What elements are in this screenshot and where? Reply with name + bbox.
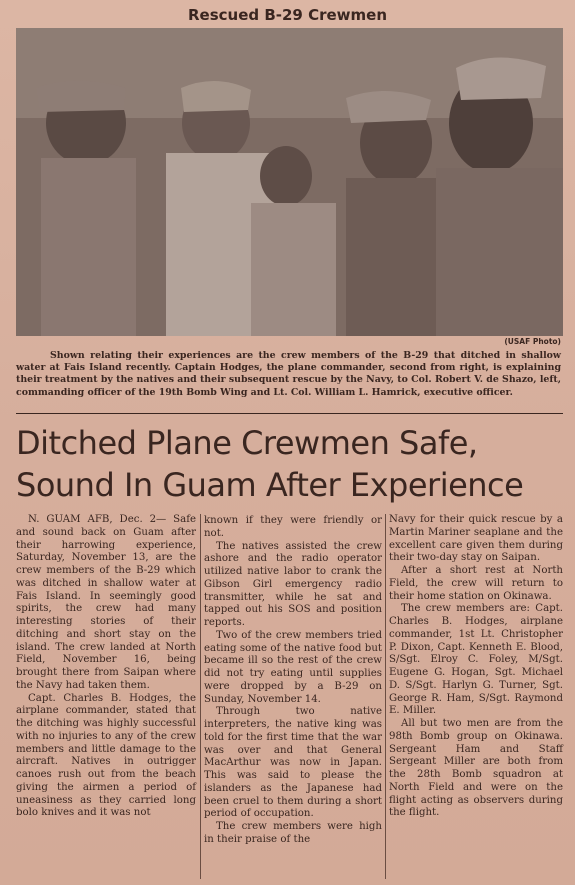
divider [16,413,563,414]
article-paragraph: After a short rest at North Field, the crew will return to their home station on Okinawa. [389,565,563,602]
article-paragraph: All but two men are from the 98th Bomb group on Okinawa. Sergeant Ham and Staff Sergeant Miller are both from the 28th Bomb squadron at North Field and were on the flight acting as observers during the flight. [389,718,563,819]
crew-photo [16,28,563,336]
article-column-3 [389,514,563,820]
article-paragraph: Two of the crew members tried eating some of the native food but became ill so the rest of the crew did not try eating until supplies were dropped by a B-29 on Sunday, November 14. [204,629,382,705]
headline-line-2: Sound In Guam After Experience [16,466,524,504]
article-paragraph: Capt. Charles B. Hodges, the airplane commander, stated that the ditching was highly successful with no injuries to any of the crew members and little damage to the aircraft. Natives in outrigger canoes rush out from the beach giving the airmen a period of uneasiness as they carried long bolo knives and it was not [16,692,196,819]
article-paragraph: The crew members were high in their praise of the [204,821,382,845]
article-column-2 [204,515,382,847]
photo-headline: Rescued B-29 Crewmen [187,6,388,24]
article-column-1 [16,514,196,820]
column-divider [200,514,201,879]
headline-line-1: Ditched Plane Crewmen Safe, [16,424,478,462]
article-paragraph: N. GUAM AFB, Dec. 2— Safe and sound back on Guam after their harrowing experience, Saturday, November 13, are the crew members of the B-29 which was ditched in shallow water at Fais Island. In seemingly good spirits, the crew had many interesting stories of their ditching and short stay on the island. The crew landed at North Field, November 16, being brought there from Saipan where the Navy had taken them. [16,514,196,691]
article-paragraph: Through two native interpreters, the native king was told for the first time that the war was over and that General MacArthur was now in Japan. This was said to please the islanders as the Japanese had been cruel to them during a short period of occupation. [204,706,382,820]
article-paragraph: known if they were friendly or not. [204,515,382,539]
article-paragraph: The natives assisted the crew ashore and the radio operator utilized native labor to crank the Gibson Girl emergency radio transmitter, while he sat and tapped out his SOS and position reports. [204,540,382,628]
column-divider [385,514,386,879]
crew-photo-image [16,28,563,336]
photo-caption: Shown relating their experiences are the crew members of the B-29 that ditched in shallow water at Fais Island recently. Captain Hodges, the plane commander, second from right, is explaining their treatment by the natives and their subsequent rescue by the Navy, to Col. Robert V. de Shazo, left, commanding officer of the 19th Bomb Wing and Lt. Col. William L. Hamrick, executive officer. [16,350,561,398]
article-paragraph: The crew members are: Capt. Charles B. Hodges, airplane commander, 1st Lt. Christopher P. Dixon, Capt. Kenneth E. Blood, S/Sgt. Elroy C. Foley, M/Sgt. Eugene G. Hogan, Sgt. Michael D. S/Sgt. Harlyn G. Turner, Sgt. George R. Ham, S/Sgt. Raymond E. Miller. [389,603,563,717]
article-paragraph: Navy for their quick rescue by a Martin Mariner seaplane and the excellent care given them during their two-day stay on Saipan. [389,514,563,564]
photo-credit: (USAF Photo) [504,337,561,346]
